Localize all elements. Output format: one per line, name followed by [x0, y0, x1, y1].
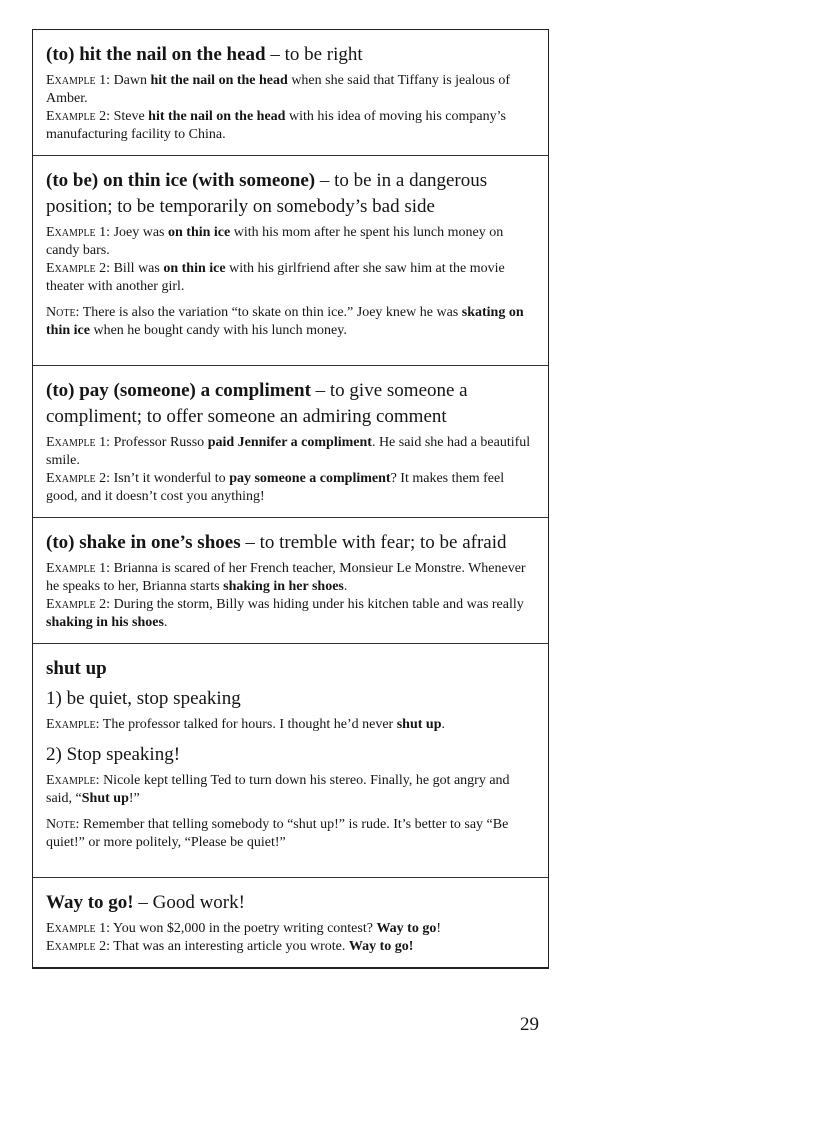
- sense-1: 1) be quiet, stop speaking: [46, 688, 241, 709]
- example-bold: Shut up: [81, 791, 129, 806]
- example-text: Brianna is scared of her French teacher, Monsieur Le Monstre. Whenever he speaks to her, Brianna starts: [46, 561, 526, 594]
- example-text: . He said she had a beautiful smile.: [46, 435, 531, 468]
- example-text: During the storm, Billy was hiding under his kitchen table and was really: [110, 597, 524, 612]
- idiom-entry-shake-in-shoes: [33, 518, 548, 644]
- entry-heading: [46, 530, 535, 556]
- example-text: with his idea of moving his company’s manufacturing facility to China.: [46, 109, 506, 142]
- example-label: Example 2:: [46, 109, 111, 124]
- idiom-term: (to) pay (someone) a compliment: [46, 380, 311, 401]
- note: [46, 304, 535, 340]
- example: [46, 596, 535, 632]
- idiom-term: (to) hit the nail on the head: [46, 44, 266, 65]
- entry-heading: [46, 890, 535, 916]
- idiom-entry-way-to-go: [33, 878, 548, 967]
- note-bold: skating on thin ice: [46, 305, 524, 338]
- idiom-term: shut up: [46, 658, 107, 679]
- note: [46, 816, 535, 852]
- idiom-term: (to) shake in one’s shoes: [46, 532, 241, 553]
- example-text: .: [163, 615, 168, 630]
- example-text: Steve: [110, 109, 149, 124]
- example-label: Example 2:: [46, 597, 111, 612]
- example-label: Example 1:: [46, 225, 111, 240]
- example-label: Example:: [46, 717, 100, 732]
- idiom-definition: – to be right: [265, 44, 363, 65]
- idiom-definition: – Good work!: [133, 892, 245, 913]
- idiom-entry-shut-up: [33, 644, 548, 878]
- example-text: when she said that Tiffany is jealous of Amber.: [46, 73, 510, 106]
- example-bold: hit the nail on the head: [150, 73, 288, 88]
- entry-heading: [46, 378, 535, 430]
- idiom-term: Way to go!: [46, 892, 134, 913]
- example-bold: on thin ice: [163, 261, 226, 276]
- example-bold: shaking in her shoes: [223, 579, 344, 594]
- example-text: The professor talked for hours. I thought he’d never: [99, 717, 397, 732]
- idiom-term: (to be) on thin ice (with someone): [46, 170, 316, 191]
- example: [46, 224, 535, 260]
- example-label: Example:: [46, 773, 100, 788]
- example-text: Joey was: [110, 225, 168, 240]
- idiom-entry-hit-the-nail: [33, 30, 548, 156]
- example-bold: hit the nail on the head: [148, 109, 286, 124]
- idiom-entry-pay-a-compliment: [33, 366, 548, 518]
- example-bold: shut up: [396, 717, 442, 732]
- example-text: !”: [128, 791, 140, 806]
- sense-2: 2) Stop speaking!: [46, 744, 181, 765]
- idiom-definition: – to give someone a compliment; to offer someone an admiring comment: [46, 380, 468, 427]
- example-label: Example 2:: [46, 261, 111, 276]
- example: [46, 434, 535, 470]
- example-bold: pay someone a compliment: [229, 471, 391, 486]
- example: [46, 716, 535, 734]
- entry-heading: [46, 168, 535, 220]
- example: [46, 108, 535, 144]
- example-text: .: [343, 579, 348, 594]
- note-text: Remember that telling somebody to “shut up!” is rude. It’s better to say “Be quiet!” or more politely, “Please be quiet!”: [46, 817, 509, 850]
- example-text: Isn’t it wonderful to: [110, 471, 230, 486]
- note-text: when he bought candy with his lunch money.: [89, 323, 347, 338]
- note-label: Note:: [46, 305, 80, 320]
- entry-heading: [46, 42, 535, 68]
- example-bold: Way to go: [376, 921, 437, 936]
- example-text: Nicole kept telling Ted to turn down his stereo. Finally, he got angry and said, “: [46, 773, 510, 806]
- idiom-definition: – to be in a dangerous position; to be temporarily on somebody’s bad side: [46, 170, 488, 217]
- example-text: with his girlfriend after she saw him at the movie theater with another girl.: [46, 261, 505, 294]
- example-label: Example 1:: [46, 435, 111, 450]
- example-text: ? It makes them feel good, and it doesn’t cost you anything!: [46, 471, 505, 504]
- note-text: There is also the variation “to skate on thin ice.” Joey knew he was: [79, 305, 462, 320]
- example-text: with his mom after he spent his lunch money on candy bars.: [46, 225, 504, 258]
- example-label: Example 1:: [46, 921, 111, 936]
- idiom-entry-on-thin-ice: [33, 156, 548, 366]
- example: [46, 470, 535, 506]
- idiom-box: [32, 29, 549, 969]
- example-label: Example 1:: [46, 73, 111, 88]
- example: [46, 560, 535, 596]
- example-bold: Way to go!: [348, 939, 414, 954]
- example: [46, 920, 535, 938]
- example-label: Example 1:: [46, 561, 111, 576]
- idiom-definition: – to tremble with fear; to be afraid: [240, 532, 507, 553]
- note-label: Note:: [46, 817, 80, 832]
- entry-heading: [46, 656, 535, 682]
- example: [46, 772, 535, 808]
- example-bold: paid Jennifer a compliment: [207, 435, 372, 450]
- example-label: Example 2:: [46, 939, 111, 954]
- example-text: Bill was: [110, 261, 164, 276]
- example: [46, 938, 535, 956]
- page-number: 29: [520, 1014, 539, 1035]
- example-text: You won $2,000 in the poetry writing contest?: [110, 921, 377, 936]
- example-text: .: [441, 717, 445, 732]
- example: [46, 72, 535, 108]
- example-bold: on thin ice: [168, 225, 231, 240]
- example-text: That was an interesting article you wrote.: [110, 939, 349, 954]
- example-text: Dawn: [110, 73, 151, 88]
- example-text: Professor Russo: [110, 435, 208, 450]
- example-label: Example 2:: [46, 471, 111, 486]
- example: [46, 260, 535, 296]
- example-text: !: [436, 921, 441, 936]
- example-bold: shaking in his shoes: [46, 615, 164, 630]
